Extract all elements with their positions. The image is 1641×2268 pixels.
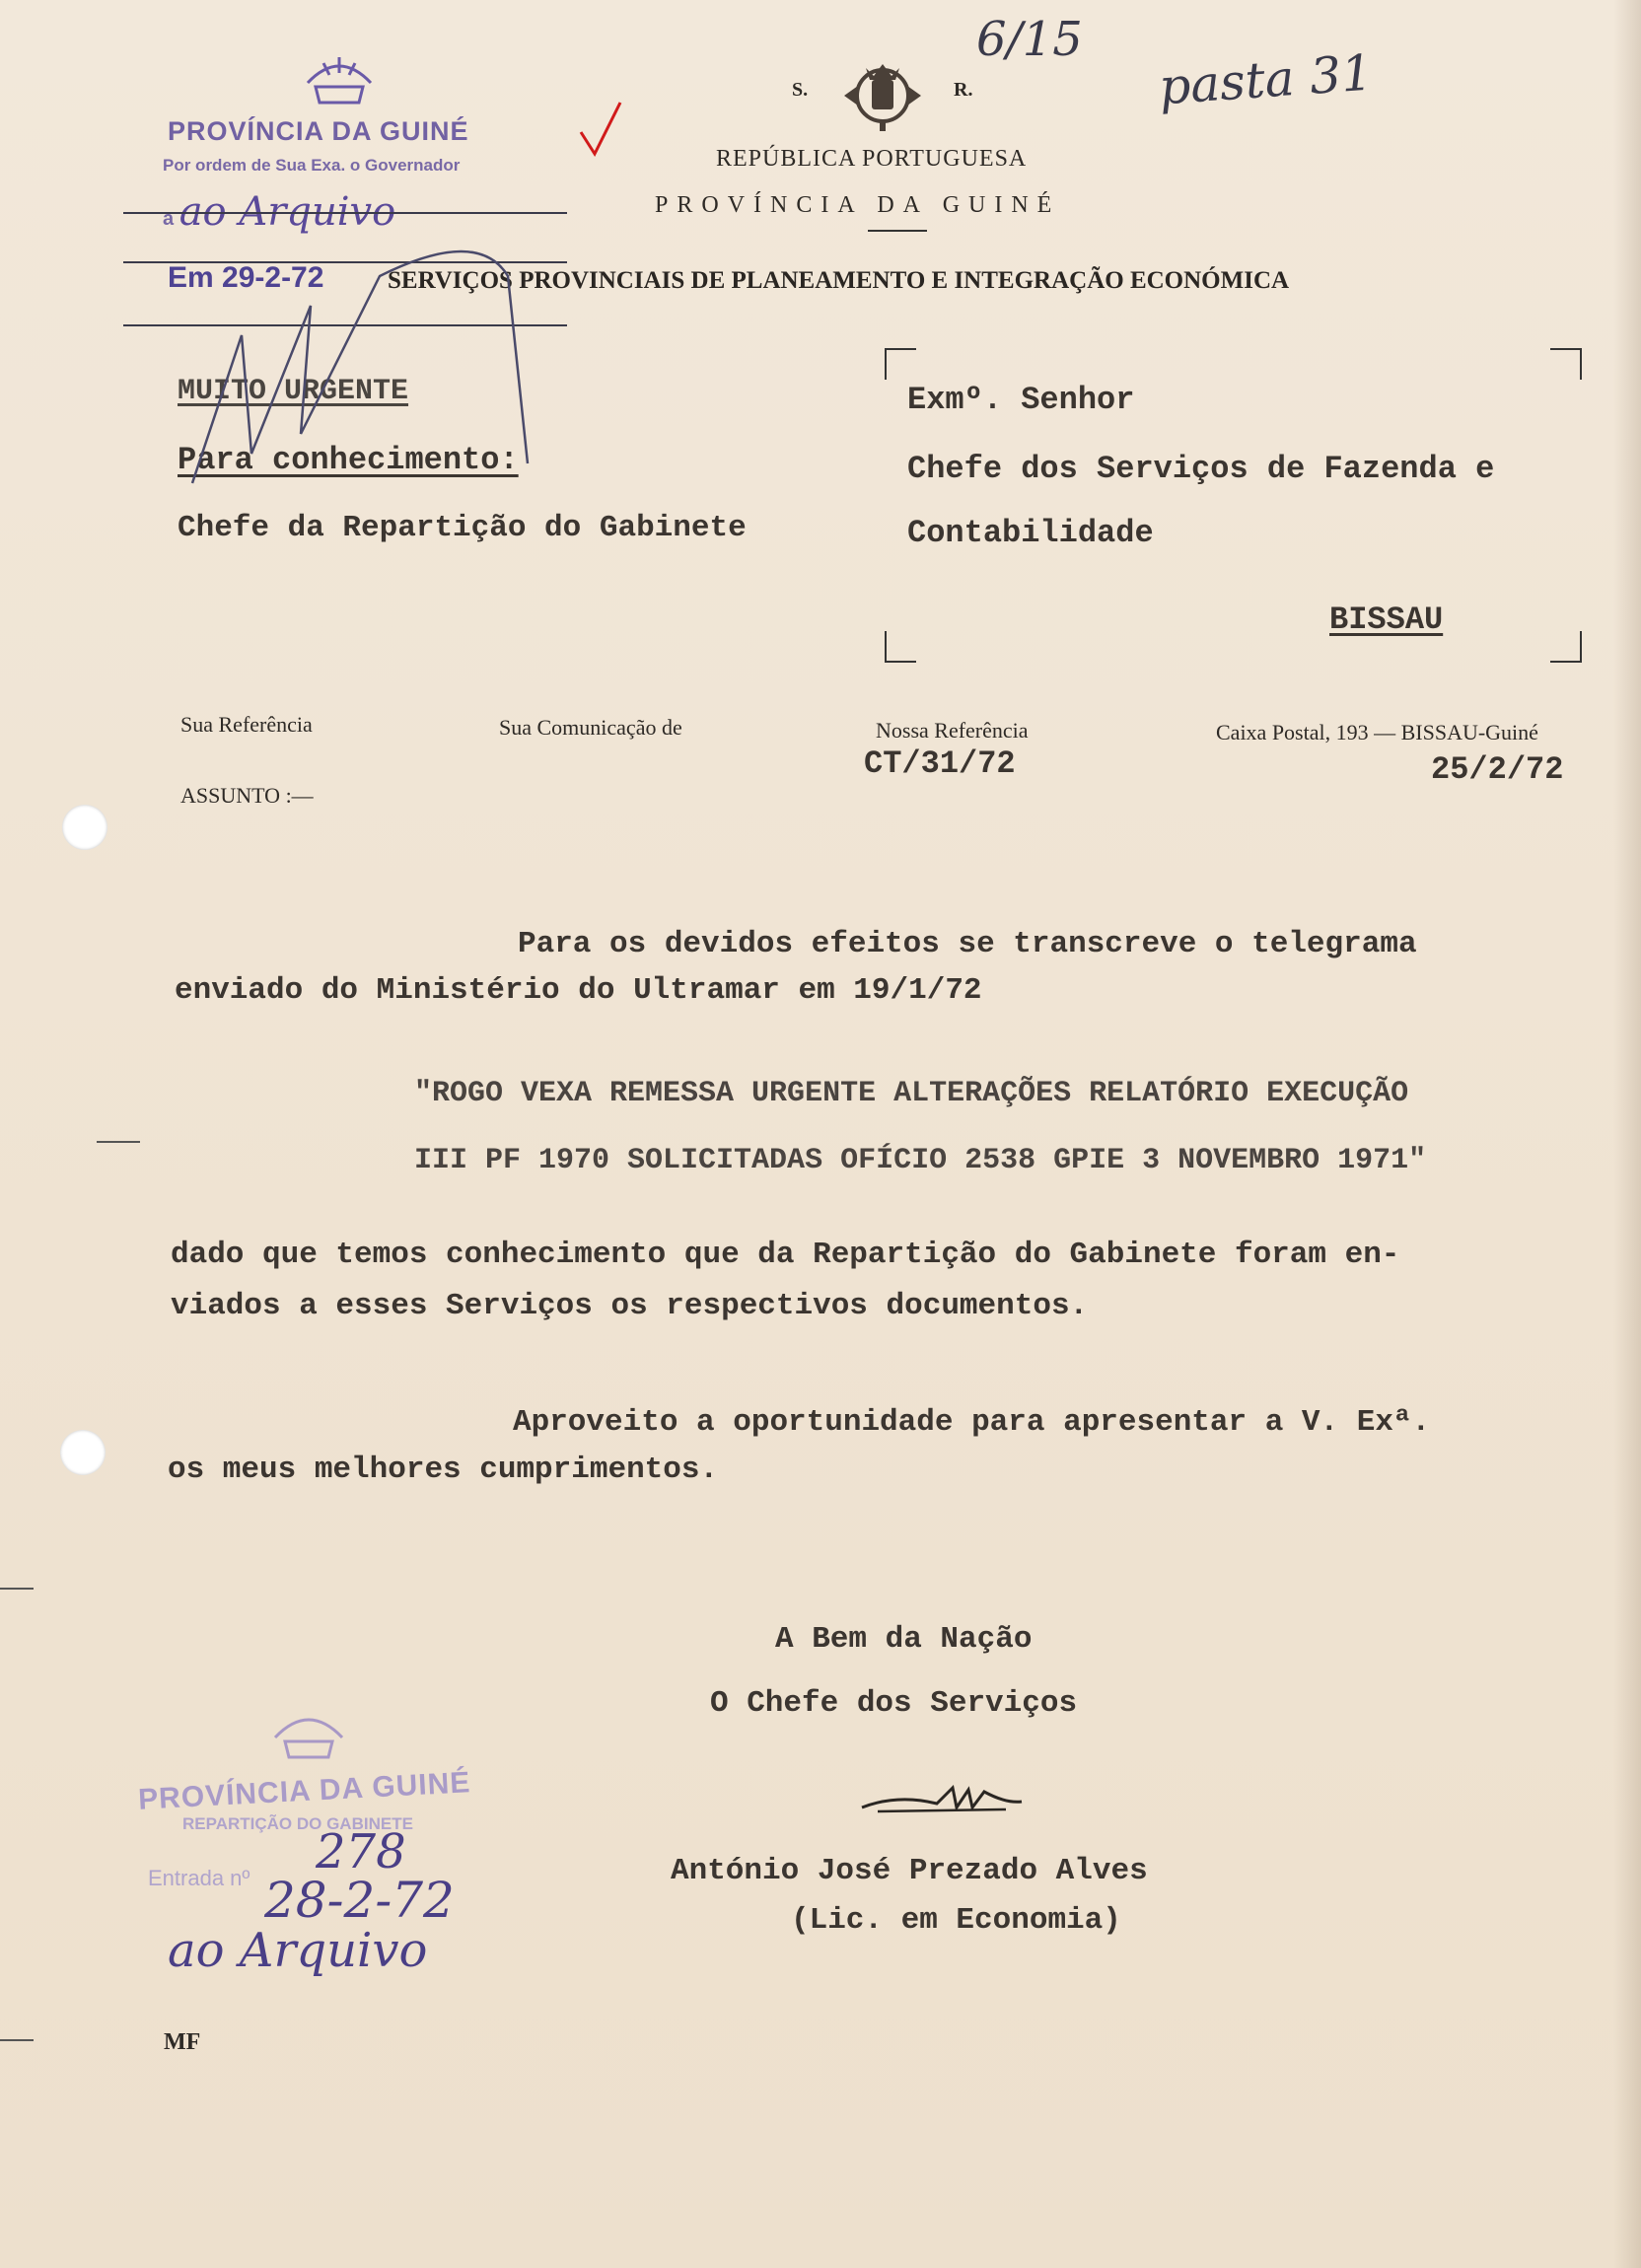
coat-of-arms-stamp-icon	[261, 1694, 356, 1763]
margin-tick	[0, 2039, 34, 2041]
address-corner-tr	[1550, 348, 1582, 380]
entry-stamp-province: PROVÍNCIA DA GUINÉ	[137, 1766, 472, 1816]
top-stamp-order: Por ordem de Sua Exa. o Governador	[163, 156, 461, 175]
typist-initials: MF	[164, 2029, 201, 2055]
top-stamp-destination: a ao Arquivo	[163, 189, 396, 235]
address-corner-tl	[885, 348, 916, 380]
subject-label: ASSUNTO :—	[180, 783, 314, 808]
closing-title: O Chefe dos Serviços	[710, 1686, 1078, 1721]
letter-date: 25/2/72	[1431, 751, 1564, 788]
signature	[858, 1780, 1026, 1819]
top-stamp-province: PROVÍNCIA DA GUINÉ	[168, 116, 469, 146]
our-reference-label: Nossa Referência	[876, 718, 1029, 743]
body-paragraph-2-line-1: dado que temos conhecimento que da Repartição do Gabinete foram en-	[171, 1238, 1400, 1272]
letterhead-r: R.	[954, 79, 973, 101]
addressee-city: BISSAU	[1329, 602, 1444, 638]
entry-number: 278	[316, 1824, 406, 1879]
body-paragraph-3-line-2: os meus melhores cumprimentos.	[168, 1453, 719, 1487]
entry-stamp-department: REPARTIÇÃO DO GABINETE	[182, 1814, 413, 1833]
signatory-name: António José Prezado Alves	[671, 1854, 1148, 1888]
coat-of-arms-stamp-icon	[294, 43, 385, 110]
addressee-title-line1: Chefe dos Serviços de Fazenda e	[907, 451, 1495, 487]
letterhead-s: S.	[792, 79, 809, 101]
top-stamp-date: Em 29-2-72	[168, 261, 324, 294]
for-knowledge-label: Para conhecimento:	[178, 442, 519, 478]
urgency-label: MUITO URGENTE	[178, 375, 409, 408]
address-corner-bl	[885, 631, 916, 663]
margin-tick	[97, 1141, 140, 1143]
letterhead-republic: REPÚBLICA PORTUGUESA	[716, 146, 1028, 172]
body-paragraph-1-line-1: Para os devidos efeitos se transcreve o telegrama	[518, 927, 1417, 961]
handwritten-folio: 6/15	[976, 12, 1083, 67]
punch-hole-top	[62, 805, 107, 850]
body-paragraph-3-line-1: Aproveito a oportunidade para apresentar a V. Exª.	[513, 1405, 1431, 1440]
letterhead-service: SERVIÇOS PROVINCIAIS DE PLANEAMENTO E INTEGRAÇÃO ECONÓMICA	[388, 267, 1290, 294]
address-corner-br	[1550, 631, 1582, 663]
paper-edge-shadow	[1613, 0, 1641, 2268]
telegram-line-2: III PF 1970 SOLICITADAS OFÍCIO 2538 GPIE 3 NOVEMBRO 1971"	[414, 1144, 1427, 1177]
red-check-mark-icon	[577, 99, 626, 162]
letterhead-divider	[868, 230, 927, 232]
signatory-qualification: (Lic. em Economia)	[791, 1903, 1121, 1938]
your-communication-label: Sua Comunicação de	[499, 715, 682, 740]
your-reference-label: Sua Referência	[180, 712, 313, 737]
body-paragraph-2-line-2: viados a esses Serviços os respectivos documentos.	[171, 1289, 1089, 1323]
addressee-salutation: Exmº. Senhor	[907, 382, 1135, 418]
handwritten-initial-scribble	[182, 217, 547, 503]
letterhead-province: PROVÍNCIA DA GUINÉ	[655, 192, 1061, 218]
telegram-line-1: "ROGO VEXA REMESSA URGENTE ALTERAÇÕES RELATÓRIO EXECUÇÃO	[414, 1077, 1409, 1110]
cc-recipient: Chefe da Repartição do Gabinete	[178, 511, 747, 545]
body-paragraph-1-line-2: enviado do Ministério do Ultramar em 19/1/72	[175, 973, 982, 1008]
closing-motto: A Bem da Nação	[775, 1622, 1033, 1657]
entry-stamp-entry-label: Entrada nº	[148, 1866, 250, 1890]
entry-date: 28-2-72	[264, 1872, 455, 1929]
addressee-title-line2: Contabilidade	[907, 515, 1154, 551]
handwritten-folder-note: pasta 31	[1157, 43, 1375, 116]
entry-archive-note: ao Arquivo	[168, 1923, 428, 1978]
punch-hole-bottom	[60, 1430, 106, 1475]
margin-tick	[0, 1588, 34, 1590]
portuguese-arms-icon	[836, 54, 929, 133]
our-reference-value: CT/31/72	[864, 745, 1016, 782]
postal-box-label: Caixa Postal, 193 — BISSAU-Guiné	[1216, 720, 1538, 744]
